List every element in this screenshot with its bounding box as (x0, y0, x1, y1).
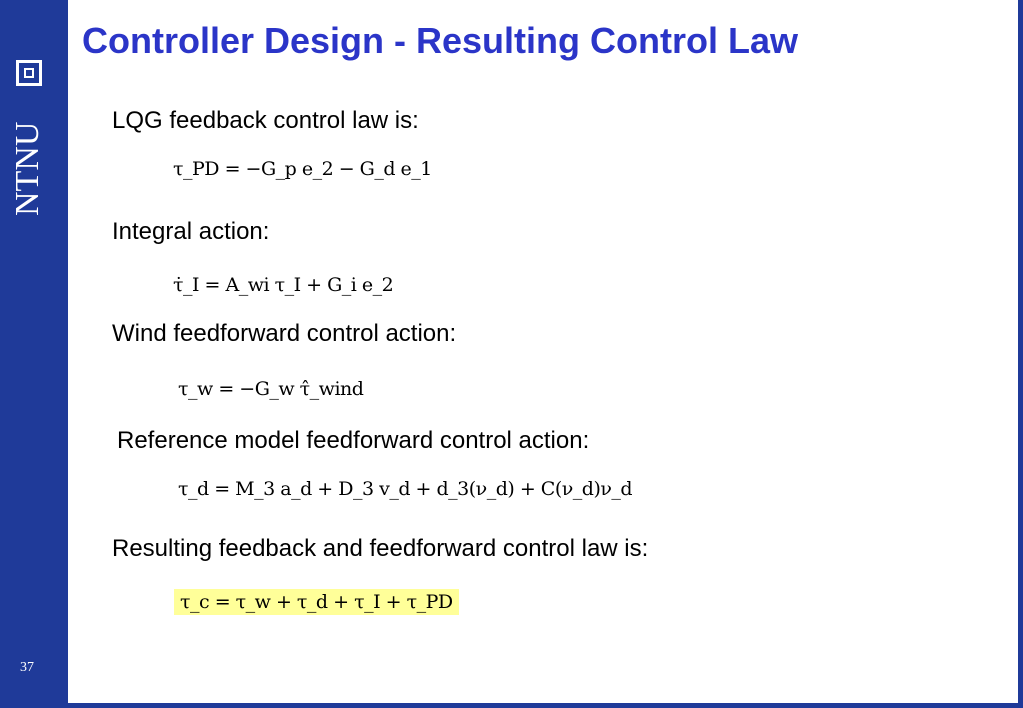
right-border (1018, 0, 1023, 708)
ntnu-logo-text (9, 96, 49, 216)
resulting-heading: Resulting feedback and feedforward control law is: (112, 535, 649, 562)
page-number: 37 (20, 660, 34, 675)
wind-equation: τ_w = −G_w τ̂_wind (178, 378, 364, 400)
integral-heading: Integral action: (112, 218, 270, 245)
reference-equation: τ_d = M_3 a_d + D_3 v_d + d_3(ν_d) + C(ν_d)ν_d (178, 478, 633, 500)
lqg-equation: τ_PD = −G_p e_2 − G_d e_1 (173, 158, 432, 180)
integral-equation: τ̇_I = A_wi τ_I + G_i e_2 (173, 274, 394, 296)
svg-text:NTNU: NTNU (9, 121, 46, 216)
wind-heading: Wind feedforward control action: (112, 320, 457, 347)
bottom-border (68, 703, 1023, 708)
reference-heading: Reference model feedforward control action: (117, 427, 590, 454)
resulting-equation: τ_c = τ_w + τ_d + τ_I + τ_PD (174, 589, 459, 615)
sidebar (0, 0, 68, 708)
lqg-heading: LQG feedback control law is: (112, 107, 419, 134)
slide-title: Controller Design - Resulting Control Law (82, 20, 799, 61)
ntnu-logo-icon (16, 60, 42, 86)
